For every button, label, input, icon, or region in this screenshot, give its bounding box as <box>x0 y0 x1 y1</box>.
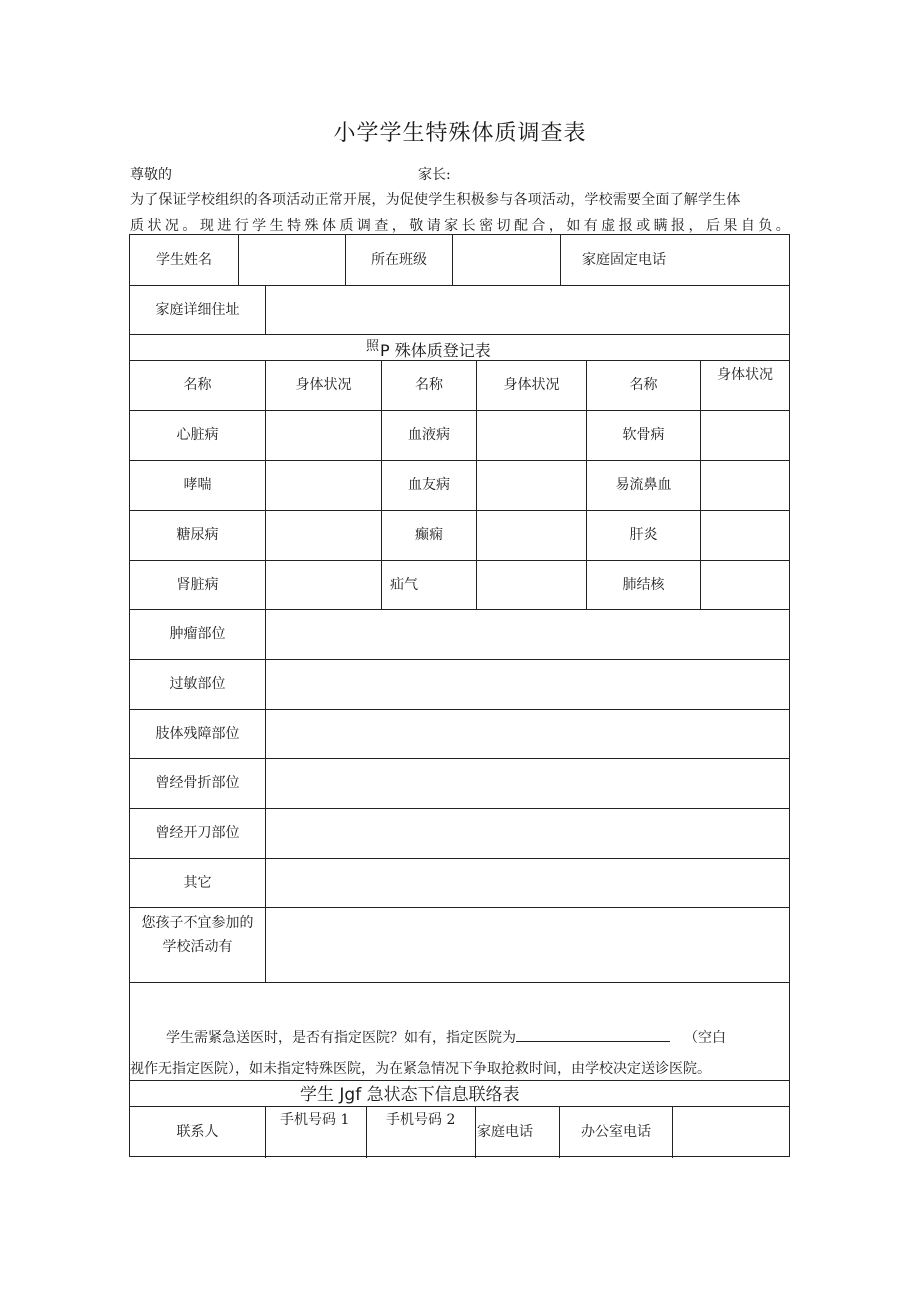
intro-char: 生 <box>269 218 284 234</box>
hospital-blank[interactable] <box>516 1029 670 1042</box>
disease-name: 肾脏病 <box>176 577 219 593</box>
intro-line-1: 为了保证学校组织的各项活动正常开展，为促使学生积极参与各项活动，学校需要全面了解学生体 <box>130 192 741 208</box>
home-phone-label: 家庭固定电话 <box>582 252 666 268</box>
intro-char: 请 <box>426 218 441 234</box>
intro-char: 后 <box>705 218 720 234</box>
intro-char: 况 <box>164 218 179 234</box>
contact-person-label: 联系人 <box>176 1124 219 1140</box>
intro-char: 质 <box>130 218 144 234</box>
restricted-label-line-1: 您孩子不宜参加的 <box>141 915 254 931</box>
tumor-location-label: 肿瘤部位 <box>169 626 226 642</box>
intro-char: 切 <box>496 218 511 234</box>
intro-char: 配 <box>513 218 528 234</box>
contact-title: 学生 Jgf 急状态下信息联络表 <box>300 1085 520 1105</box>
disease-name: 肝炎 <box>629 527 658 543</box>
office-phone-field[interactable] <box>673 1107 788 1157</box>
intro-char: 果 <box>723 218 738 234</box>
disease-name: 糖尿病 <box>176 527 219 543</box>
detail-input-cells[interactable] <box>266 610 788 907</box>
col-status-2: 身体状况 <box>503 377 560 393</box>
intro-char: 虚 <box>601 218 616 234</box>
col-status-1: 身体状况 <box>295 377 352 393</box>
intro-char: 或 <box>636 218 651 234</box>
intro-char: 长 <box>461 218 476 234</box>
intro-char: 行 <box>234 218 249 234</box>
intro-char: 查 <box>374 218 389 234</box>
student-name-field[interactable] <box>239 235 344 285</box>
intro-char: ， <box>688 218 703 234</box>
status-input-column-2[interactable] <box>477 411 586 609</box>
hospital-note: 视作无指定医院），如未指定特殊医院，为在紧急情况下争取抢救时间，由学校决定送诊医院。 <box>130 1061 711 1077</box>
intro-char: 家 <box>444 218 459 234</box>
intro-char: 瞒 <box>653 218 668 234</box>
allergy-location-label: 过敏部位 <box>169 676 226 692</box>
mobile-1-label: 手机号码 1 <box>280 1112 350 1128</box>
intro-char: 状 <box>147 218 162 234</box>
student-name-label: 学生姓名 <box>156 252 212 268</box>
address-label: 家庭详细住址 <box>155 302 240 318</box>
intro-char: 如 <box>566 218 581 234</box>
home-phone-field[interactable] <box>688 235 788 285</box>
intro-char: 有 <box>583 218 598 234</box>
intro-char: 现 <box>199 218 214 234</box>
intro-char: 特 <box>287 218 302 234</box>
col-name-2: 名称 <box>415 377 443 393</box>
intro-char: 殊 <box>304 218 319 234</box>
intro-char: 报 <box>618 218 633 234</box>
intro-char: 合 <box>531 218 546 234</box>
intro-char: 学 <box>252 218 267 234</box>
intro-char: 。 <box>775 218 790 234</box>
intro-line-2 <box>130 215 790 235</box>
intro-char: 质 <box>339 218 354 234</box>
restricted-activities-field[interactable] <box>266 908 788 982</box>
survey-form-table <box>129 234 790 1157</box>
disease-name: 癫痫 <box>415 527 443 543</box>
fracture-location-label: 曾经骨折部位 <box>155 775 240 791</box>
intro-char: 密 <box>479 218 494 234</box>
surgery-location-label: 曾经开刀部位 <box>155 825 240 841</box>
home-phone-contact-label: 家庭电话 <box>477 1124 533 1140</box>
disease-name: 血友病 <box>408 477 450 493</box>
class-label: 所在班级 <box>371 252 427 268</box>
intro-char: ， <box>391 218 406 234</box>
class-field[interactable] <box>453 235 559 285</box>
restricted-label-line-2: 学校活动有 <box>162 939 233 955</box>
intro-char: ， <box>548 218 563 234</box>
intro-char: 进 <box>217 218 232 234</box>
disease-name: 易流鼻血 <box>615 477 672 493</box>
disease-name: 肺结核 <box>622 577 665 593</box>
intro-char: 调 <box>356 218 371 234</box>
intro-char: 自 <box>740 218 755 234</box>
intro-char: 体 <box>321 218 336 234</box>
other-label: 其它 <box>183 875 212 891</box>
greeting-suffix: 家长: <box>418 167 451 183</box>
col-name-3: 名称 <box>629 377 658 393</box>
col-name-1: 名称 <box>183 377 212 393</box>
disease-name: 哮喘 <box>183 477 212 493</box>
mobile-2-label: 手机号码 2 <box>386 1112 456 1128</box>
page-title: 小学学生特殊体质调查表 <box>333 121 587 146</box>
disease-name: 软骨病 <box>622 427 665 443</box>
intro-char: 。 <box>182 218 197 234</box>
col-status-3: 身体状况 <box>717 367 773 383</box>
register-title: P 殊体质登记表 <box>380 341 491 360</box>
address-field[interactable] <box>266 286 788 334</box>
status-input-column-1[interactable] <box>266 411 381 609</box>
disease-name: 疝气 <box>390 577 418 593</box>
intro-char: 敬 <box>409 218 424 234</box>
disability-location-label: 肢体残障部位 <box>155 726 240 742</box>
intro-char: 报 <box>671 218 686 234</box>
office-phone-label: 办公室电话 <box>581 1124 651 1140</box>
disease-name: 血液病 <box>408 427 450 443</box>
hospital-question: 学生需紧急送医时，是否有指定医院？如有，指定医院为 （空白 <box>166 1030 726 1046</box>
disease-name: 心脏病 <box>176 427 219 443</box>
status-input-column-3[interactable] <box>701 411 789 609</box>
intro-char: 负 <box>758 218 773 234</box>
greeting-prefix: 尊敬的 <box>130 167 172 183</box>
register-title-glyph: 照 <box>366 339 380 354</box>
